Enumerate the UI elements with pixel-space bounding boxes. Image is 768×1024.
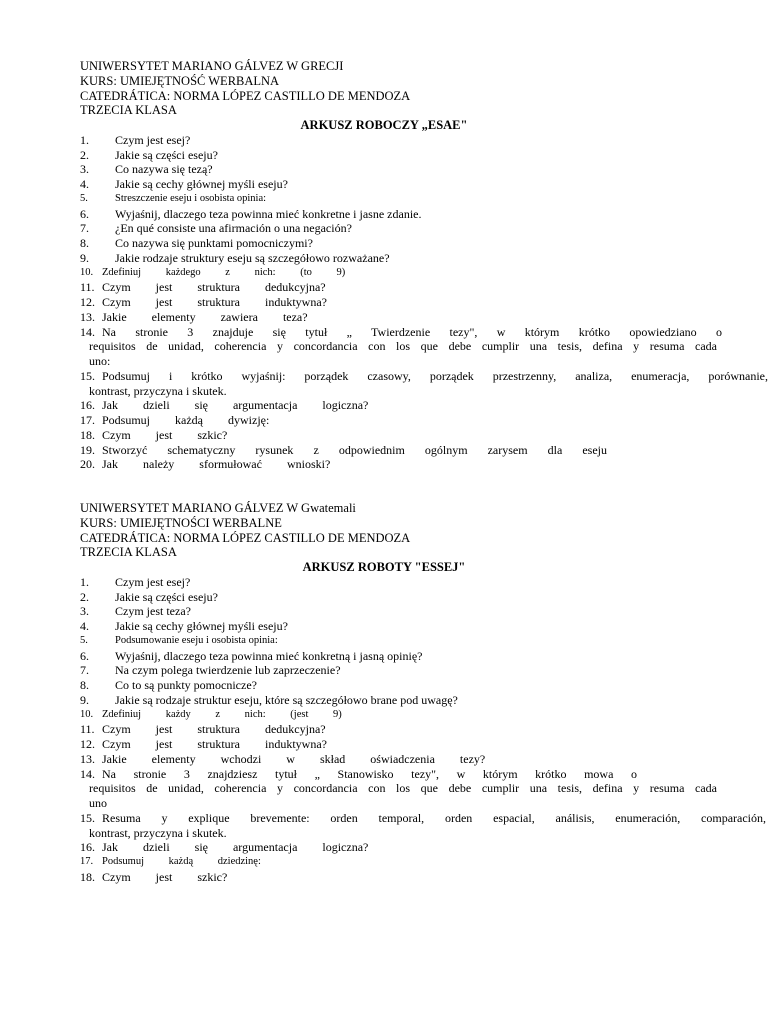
- question-item: [80, 604, 768, 619]
- question-item: [80, 590, 768, 605]
- question-item: [80, 693, 768, 708]
- question-number: 20.: [80, 457, 95, 472]
- question-item: [80, 678, 768, 693]
- worksheet-section-1: [80, 59, 768, 472]
- question-item: [80, 398, 768, 413]
- question-number: 15.: [80, 810, 95, 825]
- question-item: [80, 148, 768, 163]
- question-text: Czym jest szkic?: [102, 427, 228, 442]
- question-number: 12.: [80, 295, 95, 309]
- question-item: [80, 737, 768, 752]
- professor-name: CATEDRÁTICA: NORMA LÓPEZ CASTILLO DE MENDOZA: [80, 88, 411, 103]
- question-item: [80, 619, 768, 634]
- question-item: [80, 192, 768, 207]
- question-number: 19.: [80, 442, 95, 457]
- question-text: Jakie są części eseju?: [115, 147, 218, 162]
- question-text: Czym jest szkic?: [102, 869, 228, 884]
- question-item: [80, 840, 768, 855]
- question-number: 13.: [80, 751, 95, 766]
- question-text: Jakie są rodzaje struktur eseju, które są szczegółowo brane pod uwagę?: [115, 692, 458, 707]
- question-item: [80, 855, 768, 870]
- question-item: [80, 575, 768, 590]
- question-text: Wyjaśnij, dlaczego teza powinna mieć konkretną i jasną opinię?: [115, 648, 423, 663]
- question-text: Podsumuj i krótko wyjaśnij: porządek czasowy, porządek przestrzenny, analiza, enumeracja, porównanie,: [102, 368, 768, 383]
- question-text: Na czym polega twierdzenie lub zaprzeczenie?: [115, 663, 341, 678]
- question-item: [80, 325, 768, 369]
- question-number: 17.: [80, 413, 95, 427]
- question-item: [80, 708, 768, 723]
- question-number: 6.: [80, 206, 89, 221]
- question-number: 3.: [80, 604, 89, 619]
- question-number: 9.: [80, 692, 89, 707]
- question-text: Czym jest teza?: [115, 604, 191, 619]
- question-number: 1.: [80, 132, 89, 147]
- question-number: 18.: [80, 869, 95, 884]
- professor-name: CATEDRÁTICA: NORMA LÓPEZ CASTILLO DE MENDOZA: [80, 530, 411, 545]
- question-number: 10.: [80, 708, 94, 720]
- question-list: [80, 133, 768, 472]
- question-number: 16.: [80, 398, 95, 413]
- question-number: 2.: [80, 589, 89, 604]
- question-text: Co nazywa się punktami pomocniczymi?: [115, 236, 313, 250]
- question-text: Podsumuj każdą dziedzinę:: [102, 856, 261, 867]
- question-number: 5.: [80, 634, 88, 646]
- question-item: [80, 177, 768, 192]
- question-text: Zdefiniuj każdy z nich: (jest 9): [102, 708, 342, 720]
- question-text: Co nazywa się tezą?: [115, 162, 213, 177]
- question-text: Stworzyć schematyczny rysunek z odpowiednim ogólnym zarysem dla eseju: [102, 442, 607, 457]
- question-number: 16.: [80, 840, 95, 855]
- question-number: 12.: [80, 737, 95, 751]
- question-text: Czym jest esej?: [115, 574, 191, 589]
- question-list: [80, 575, 768, 885]
- question-item: [80, 634, 768, 649]
- question-number: 6.: [80, 648, 89, 663]
- question-item: [80, 428, 768, 443]
- question-item: [80, 310, 768, 325]
- question-continuation: kontrast, przyczyna i skutek.: [89, 825, 227, 840]
- question-text: Czym jest struktura dedukcyjna?: [102, 280, 326, 295]
- question-item: [80, 811, 768, 841]
- question-text: Podsumuj każdą dywizję:: [102, 413, 270, 427]
- class-level: TRZECIA KLASA: [80, 545, 177, 560]
- question-number: 5.: [80, 192, 88, 204]
- question-item: [80, 649, 768, 664]
- question-number: 9.: [80, 250, 89, 265]
- question-number: 11.: [80, 722, 95, 737]
- question-text: Jakie rodzaje struktury eseju są szczegółowo rozważane?: [115, 250, 390, 265]
- question-number: 14.: [80, 324, 95, 339]
- question-item: [80, 236, 768, 251]
- question-text: Jak dzieli się argumentacja logiczna?: [102, 398, 369, 413]
- question-text: Co to są punkty pomocnicze?: [115, 678, 257, 692]
- question-text: Czym jest struktura induktywna?: [102, 295, 327, 309]
- question-text: ¿En qué consiste una afirmación o una negación?: [115, 221, 352, 236]
- question-number: 17.: [80, 856, 94, 867]
- question-number: 11.: [80, 280, 95, 295]
- question-number: 13.: [80, 309, 95, 324]
- worksheet-title: ARKUSZ ROBOTY "ESSEJ": [302, 560, 466, 574]
- question-text: Czym jest esej?: [115, 132, 191, 147]
- question-text: Jakie są części eseju?: [115, 589, 218, 604]
- question-number: 4.: [80, 177, 89, 191]
- question-text: Resuma y explique brevemente: orden temporal, orden espacial, análisis, enumeración, comparación,: [102, 810, 766, 825]
- question-number: 15.: [80, 368, 95, 383]
- question-continuation: requisitos de unidad, coherencia y concordancia con los que debe cumplir una tesis, defina y resuma cada: [89, 339, 717, 354]
- course-name: KURS: UMIEJĘTNOŚCI WERBALNE: [80, 515, 282, 530]
- question-text: Jakie są cechy głównej myśli eseju?: [115, 177, 288, 191]
- question-text: Na stronie 3 znajduje się tytuł „ Twierdzenie tezy", w którym krótko opowiedziano o: [102, 324, 722, 339]
- question-item: [80, 443, 768, 458]
- question-text: Jakie są cechy głównej myśli eseju?: [115, 619, 288, 633]
- question-text: Jakie elementy zawiera teza?: [102, 309, 308, 324]
- question-item: [80, 870, 768, 885]
- question-text: Streszczenie eseju i osobista opinia:: [115, 192, 267, 204]
- worksheet-section-2: [80, 501, 768, 885]
- university-name: UNIWERSYTET MARIANO GÁLVEZ W GRECJI: [80, 59, 344, 73]
- question-item: [80, 722, 768, 737]
- question-text: Jak dzieli się argumentacja logiczna?: [102, 840, 369, 855]
- question-number: 8.: [80, 678, 89, 692]
- question-number: 4.: [80, 619, 89, 633]
- question-text: Jakie elementy wchodzi w skład oświadczenia tezy?: [102, 751, 486, 766]
- question-text: Wyjaśnij, dlaczego teza powinna mieć konkretne i jasne zdanie.: [115, 206, 422, 221]
- question-item: [80, 280, 768, 295]
- question-item: [80, 295, 768, 310]
- question-item: [80, 369, 768, 399]
- question-item: [80, 767, 768, 811]
- worksheet-title: ARKUSZ ROBOCZY „ESAE": [300, 118, 468, 132]
- question-item: [80, 221, 768, 236]
- question-text: Zdefiniuj każdego z nich: (to 9): [102, 266, 346, 278]
- question-number: 14.: [80, 766, 95, 781]
- university-name: UNIWERSYTET MARIANO GÁLVEZ W Gwatemali: [80, 501, 356, 515]
- question-item: [80, 663, 768, 678]
- question-item: [80, 162, 768, 177]
- question-continuation: uno: [89, 796, 107, 810]
- question-continuation: uno:: [89, 354, 111, 368]
- question-number: 7.: [80, 221, 89, 236]
- question-item: [80, 207, 768, 222]
- question-number: 1.: [80, 574, 89, 589]
- question-continuation: kontrast, przyczyna i skutek.: [89, 383, 227, 398]
- question-text: Czym jest struktura induktywna?: [102, 737, 327, 751]
- question-item: [80, 413, 768, 428]
- question-text: Jak należy sformułować wnioski?: [102, 457, 331, 472]
- question-item: [80, 266, 768, 281]
- question-item: [80, 251, 768, 266]
- question-number: 3.: [80, 162, 89, 177]
- question-text: Podsumowanie eseju i osobista opinia:: [115, 634, 278, 646]
- question-continuation: requisitos de unidad, coherencia y concordancia con los que debe cumplir una tesis, defina y resuma cada: [89, 781, 717, 796]
- course-name: KURS: UMIEJĘTNOŚĆ WERBALNA: [80, 73, 280, 88]
- question-text: Na stronie 3 znajdziesz tytuł „ Stanowisko tezy", w którym krótko mowa o: [102, 766, 637, 781]
- class-level: TRZECIA KLASA: [80, 103, 177, 118]
- question-item: [80, 457, 768, 472]
- question-number: 18.: [80, 427, 95, 442]
- question-item: [80, 752, 768, 767]
- question-number: 7.: [80, 663, 89, 678]
- question-text: Czym jest struktura dedukcyjna?: [102, 722, 326, 737]
- question-number: 8.: [80, 236, 89, 250]
- question-number: 10.: [80, 266, 94, 278]
- question-number: 2.: [80, 147, 89, 162]
- question-item: [80, 133, 768, 148]
